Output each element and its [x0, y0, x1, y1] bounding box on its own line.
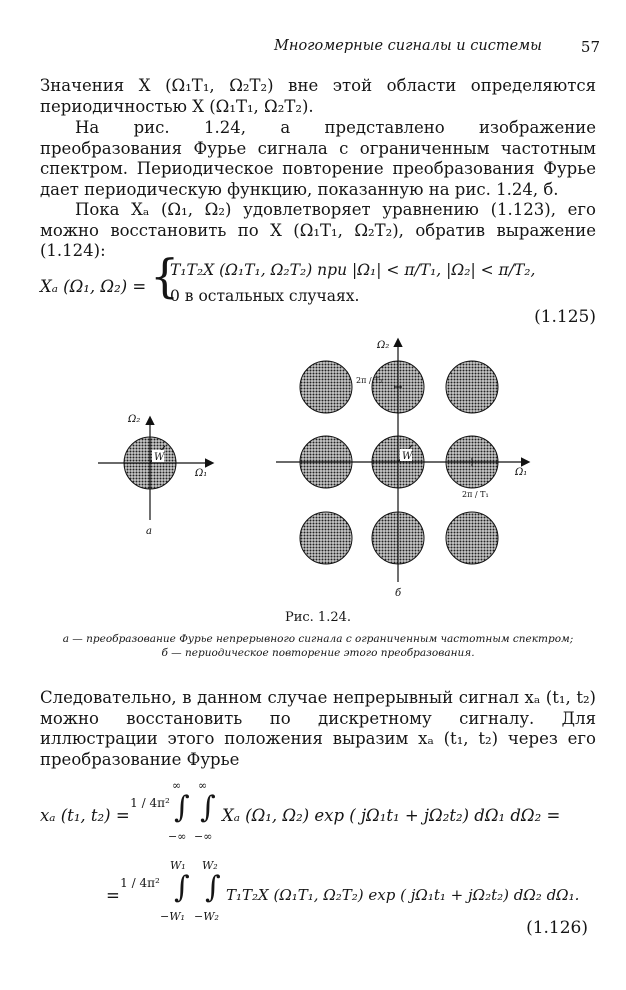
eq126-int-upper-2: ∞	[198, 779, 208, 792]
paragraph-1: Значения X (Ω₁T₁, Ω₂T₂) вне этой области определяются периодичностью X (Ω₁T₁, Ω₂T₂).	[40, 76, 596, 116]
paragraph-2: На рис. 1.24, а представлено изображение преобразования Фурье сигнала с ограниченным частотным спектром. Периодическое повторение преобразования Фурье дает периодическую функцию, показанную на рис. 1.24, б.	[40, 118, 596, 199]
panel-b	[276, 340, 528, 599]
figure-caption: Рис. 1.24.	[284, 610, 352, 625]
radius-label-b: W	[402, 451, 413, 462]
eq126-int-lower-1: −∞	[168, 830, 187, 843]
eq126-fraction-2: 1 / 4π²	[120, 876, 160, 890]
eq126-int-lower-4: −W₂	[194, 910, 219, 923]
axis-label-omega1-a: Ω₁	[195, 468, 208, 479]
figure-legend-a: а — преобразование Фурье непрерывного сигнала с ограниченным частотным спектром;	[62, 633, 574, 645]
paragraph-4: Следовательно, в данном случае непрерывный сигнал xₐ (t₁, t₂) можно восстановить по дискретному сигналу. Для иллюстрации этого положения выразим xₐ (t₁, t₂) через его преобразование Фурье	[40, 688, 596, 769]
eq126-equals: =	[106, 886, 120, 905]
eq125-case-1: T₁T₂X (Ω₁T₁, Ω₂T₂) при |Ω₁| < π/T₁, |Ω₂| < π/T₂,	[170, 261, 536, 279]
eq126-integrand-2: T₁T₂X (Ω₁T₁, Ω₂T₂) exp ( jΩ₁t₁ + jΩ₂t₂) dΩ₂ dΩ₁.	[226, 886, 580, 904]
replica-disk	[300, 512, 352, 564]
eq126-integral-4: ∫	[205, 870, 221, 905]
eq126-lhs: xₐ (t₁, t₂) =	[40, 806, 130, 825]
panel-a	[98, 414, 212, 537]
page-number: 57	[580, 38, 600, 56]
eq126-fraction-1: 1 / 4π²	[130, 796, 170, 810]
eq126-int-lower-2: −∞	[194, 830, 213, 843]
axis-label-omega1-b: Ω₁	[515, 467, 528, 478]
panel-label-b: б	[395, 588, 402, 599]
eq125-lhs: Xₐ (Ω₁, Ω₂) =	[40, 277, 147, 296]
running-title: Многомерные сигналы и системы	[274, 38, 542, 54]
eq125-brace: {	[150, 249, 180, 303]
replica-disk	[300, 361, 352, 413]
eq126-integrand-1: Xₐ (Ω₁, Ω₂) exp ( jΩ₁t₁ + jΩ₂t₂) dΩ₁ dΩ₂ =	[222, 806, 561, 825]
eq126-int-upper-4: W₂	[202, 859, 218, 872]
eq126-int-lower-3: −W₁	[160, 910, 185, 923]
eq126-integral-1: ∫	[174, 790, 190, 825]
eq126-int-upper-3: W₁	[170, 859, 186, 872]
eq126-integral-2: ∫	[200, 790, 216, 825]
axis-label-omega2-b: Ω₂	[377, 340, 390, 351]
period-label-y: 2π / T₂	[356, 376, 383, 385]
panel-label-a: а	[146, 526, 152, 537]
eq126-int-upper-1: ∞	[172, 779, 182, 792]
period-label-x: 2π / T₁	[462, 490, 489, 499]
eq125-number: (1.125)	[534, 307, 596, 327]
eq125-case-2: 0 в остальных случаях.	[170, 287, 360, 305]
radius-label-a: W	[154, 452, 165, 463]
axis-label-omega2-a: Ω₂	[128, 414, 141, 425]
figure-legend-b: б — периодическое повторение этого преобразования.	[161, 647, 475, 659]
eq126-integral-3: ∫	[174, 870, 190, 905]
replica-disk	[446, 512, 498, 564]
replica-disk	[446, 361, 498, 413]
paragraph-3: Пока Xₐ (Ω₁, Ω₂) удовлетворяет уравнению (1.123), его можно восстановить по X (Ω₁T₁, Ω₂T₂), обратив выражение (1.124):	[40, 200, 596, 260]
eq126-number: (1.126)	[526, 918, 588, 938]
